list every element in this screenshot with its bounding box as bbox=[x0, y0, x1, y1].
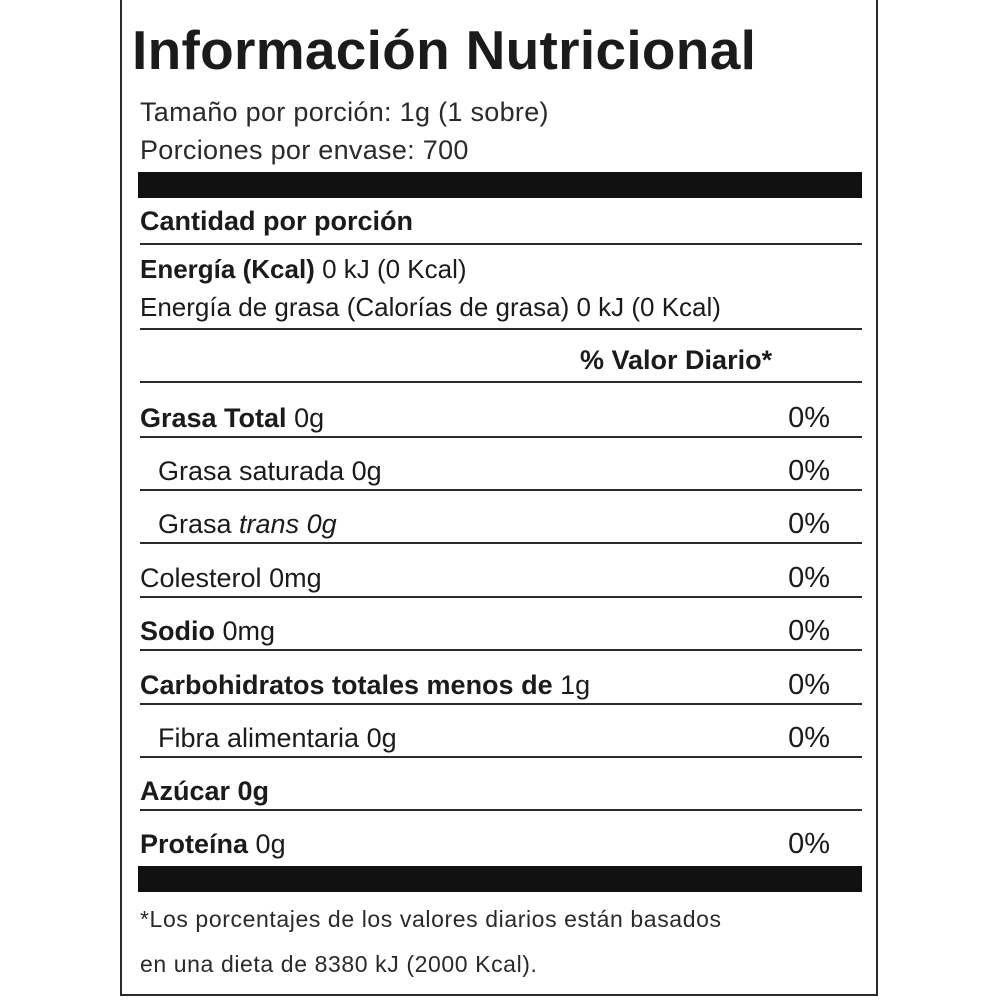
nutrient-amount: 0g bbox=[255, 829, 286, 859]
servings-per-container: Porciones por envase: 700 bbox=[140, 135, 469, 165]
divider bbox=[140, 489, 862, 491]
divider bbox=[140, 649, 862, 651]
nutrient-label: Azúcar 0g bbox=[140, 776, 270, 806]
divider bbox=[140, 542, 862, 544]
divider bbox=[140, 809, 862, 811]
nutrient-label: Sodio bbox=[140, 616, 215, 646]
nutrient-percent: 0% bbox=[788, 669, 830, 701]
nutrient-row-saturated-fat bbox=[140, 451, 862, 491]
nutrient-amount: 0mg bbox=[269, 563, 322, 593]
nutrient-amount: 0g bbox=[306, 509, 337, 539]
nutrient-amount: 0mg bbox=[222, 616, 276, 646]
nutrient-amount: 0g bbox=[351, 456, 382, 486]
nutrient-label-italic: trans bbox=[239, 509, 300, 539]
nutrient-row-protein bbox=[140, 824, 862, 864]
daily-value-header: % Valor Diario* bbox=[580, 345, 773, 375]
nutrient-label: Grasa saturada bbox=[158, 456, 345, 486]
amount-per-serving-header bbox=[140, 201, 862, 241]
energy-value: 0 kJ (0 Kcal) bbox=[322, 254, 467, 284]
divider bbox=[140, 381, 862, 383]
amount-header-text: Cantidad por porción bbox=[140, 206, 413, 236]
energy-label: Energía (Kcal) bbox=[140, 254, 315, 284]
divider bbox=[140, 703, 862, 705]
fat-energy-row: Energía de grasa (Calorías de grasa) 0 kJ (0 Kcal) bbox=[140, 292, 721, 322]
thick-divider-bottom bbox=[138, 866, 862, 892]
nutrient-percent: 0% bbox=[788, 615, 830, 647]
footnote-line-2: en una dieta de 8380 kJ (2000 Kcal). bbox=[140, 951, 538, 977]
nutrient-amount: 1g bbox=[560, 670, 591, 700]
divider bbox=[140, 243, 862, 245]
nutrient-label: Proteína bbox=[140, 829, 249, 859]
nutrient-percent: 0% bbox=[788, 508, 830, 540]
nutrient-percent: 0% bbox=[788, 562, 830, 594]
footnote-line-1: *Los porcentajes de los valores diarios están basados bbox=[140, 906, 722, 932]
nutrient-label: Fibra alimentaria bbox=[158, 723, 360, 753]
nutrient-row-total-fat bbox=[140, 398, 862, 438]
nutrient-label: Grasa bbox=[158, 509, 232, 539]
nutrient-label: Colesterol bbox=[140, 563, 262, 593]
divider bbox=[140, 596, 862, 598]
nutrient-row-carbohydrates bbox=[140, 665, 862, 705]
nutrient-percent: 0% bbox=[788, 722, 830, 754]
nutrient-row-dietary-fiber bbox=[140, 718, 862, 758]
nutrient-row-sodium bbox=[140, 611, 862, 651]
nutrient-amount: 0g bbox=[294, 403, 325, 433]
nutrient-row-trans-fat bbox=[140, 504, 862, 544]
nutrient-row-sugar bbox=[140, 771, 862, 811]
nutrient-label: Grasa Total bbox=[140, 403, 287, 433]
serving-size: Tamaño por porción: 1g (1 sobre) bbox=[140, 97, 549, 127]
nutrient-amount: 0g bbox=[366, 723, 397, 753]
divider bbox=[140, 436, 862, 438]
energy-row bbox=[140, 252, 467, 286]
divider bbox=[140, 328, 862, 330]
nutrient-percent: 0% bbox=[788, 455, 830, 487]
nutrient-percent: 0% bbox=[788, 828, 830, 860]
label-title: Información Nutricional bbox=[132, 19, 757, 81]
thick-divider-top bbox=[138, 172, 862, 198]
divider bbox=[140, 756, 862, 758]
nutrient-percent: 0% bbox=[788, 402, 830, 434]
nutrient-label: Carbohidratos totales menos de bbox=[140, 670, 553, 700]
nutrient-row-cholesterol bbox=[140, 558, 862, 598]
